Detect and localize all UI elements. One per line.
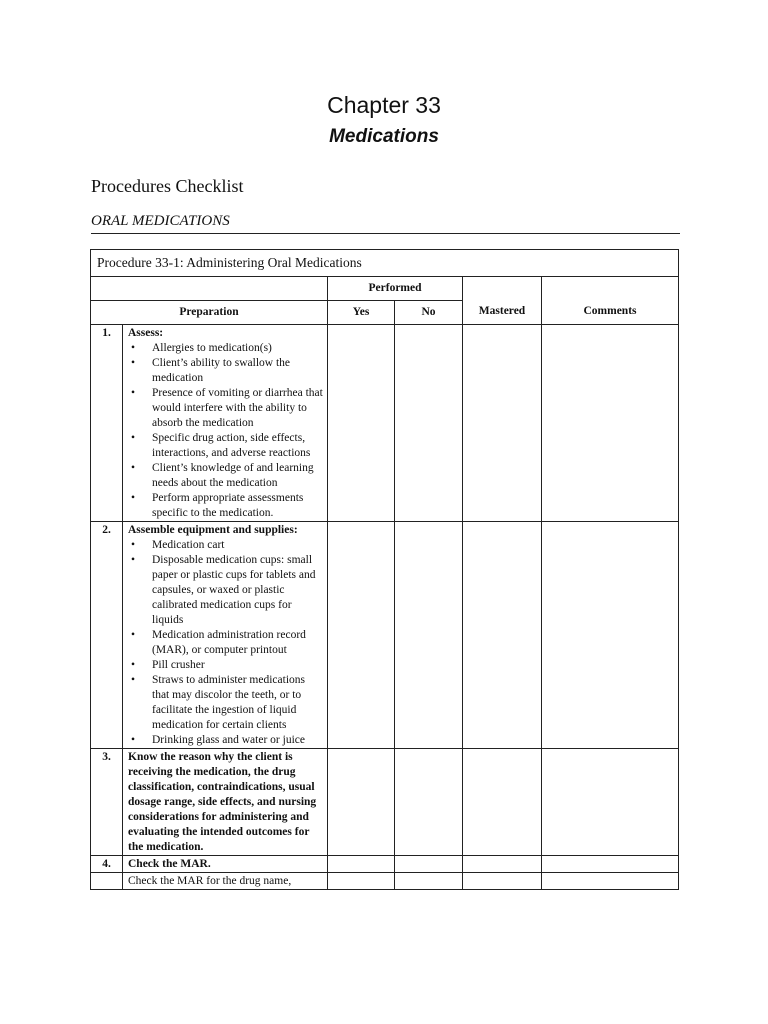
- list-item: • Client’s ability to swallow the medication: [128, 356, 323, 386]
- comments-cell[interactable]: [542, 856, 679, 873]
- yes-cell[interactable]: [328, 522, 395, 749]
- table-row: [91, 749, 679, 856]
- step-title: Assess:: [128, 327, 164, 339]
- step-content: [123, 522, 328, 749]
- no-cell[interactable]: [395, 325, 463, 522]
- list-item: • Medication cart: [128, 538, 323, 553]
- step-content: [123, 749, 328, 856]
- step-number: 3.: [91, 749, 123, 856]
- step-content: [123, 856, 328, 873]
- procedure-title-row: [91, 250, 679, 277]
- steps-body: [91, 325, 679, 890]
- step-number: [91, 873, 123, 890]
- no-cell[interactable]: [395, 873, 463, 890]
- step-content: Check the MAR for the drug name,: [123, 873, 328, 890]
- procedure-checklist-table: [90, 249, 679, 890]
- performed-header: Performed: [328, 277, 463, 301]
- step-number: 4.: [91, 856, 123, 873]
- comments-header: Comments: [542, 277, 679, 325]
- header-row-1: [91, 277, 679, 301]
- no-cell[interactable]: [395, 856, 463, 873]
- comments-cell[interactable]: [542, 522, 679, 749]
- no-cell[interactable]: [395, 749, 463, 856]
- list-item: • Straws to administer medications that may discolor the teeth, or to facilitate the ingestion of liquid medication for certain clients: [128, 673, 323, 733]
- list-item: • Drinking glass and water or juice: [128, 733, 323, 748]
- list-item: • Allergies to medication(s): [128, 341, 323, 356]
- step-number: 2.: [91, 522, 123, 749]
- yes-header: Yes: [328, 301, 395, 325]
- procedure-title: Procedure 33-1: Administering Oral Medications: [91, 250, 679, 277]
- step-bullet-list: [128, 341, 323, 521]
- table-row: [91, 856, 679, 873]
- mastered-cell[interactable]: [463, 749, 542, 856]
- preparation-header: Preparation: [91, 301, 328, 325]
- table-row: [91, 325, 679, 522]
- yes-cell[interactable]: [328, 749, 395, 856]
- step-title: Know the reason why the client is receiving the medication, the drug classification, contraindications, usual dosage range, side effects, and nursing considerations for administering and evaluating the intended outcomes for the medication.: [128, 751, 317, 853]
- list-item: • Specific drug action, side effects, interactions, and adverse reactions: [128, 431, 323, 461]
- list-item: • Disposable medication cups: small paper or plastic cups for tablets and capsules, or waxed or plastic calibrated medication cups for liquids: [128, 553, 323, 628]
- mastered-cell[interactable]: [463, 873, 542, 890]
- mastered-cell[interactable]: [463, 522, 542, 749]
- mastered-cell[interactable]: [463, 325, 542, 522]
- subsection-heading: ORAL MEDICATIONS: [91, 213, 230, 229]
- comments-cell[interactable]: [542, 873, 679, 890]
- list-item: • Medication administration record (MAR), or computer printout: [128, 628, 323, 658]
- step-bullet-list: [128, 538, 323, 748]
- table-row: [91, 522, 679, 749]
- yes-cell[interactable]: [328, 856, 395, 873]
- chapter-title: Chapter 33: [327, 92, 441, 118]
- list-item: • Client’s knowledge of and learning needs about the medication: [128, 461, 323, 491]
- step-content: [123, 325, 328, 522]
- step-title: Check the MAR.: [128, 858, 211, 870]
- list-item: • Perform appropriate assessments specific to the medication.: [128, 491, 323, 521]
- no-header: No: [395, 301, 463, 325]
- step-title: Assemble equipment and supplies:: [128, 524, 298, 536]
- step-number: 1.: [91, 325, 123, 522]
- chapter-subtitle: Medications: [329, 126, 439, 147]
- comments-cell[interactable]: [542, 749, 679, 856]
- list-item: • Pill crusher: [128, 658, 323, 673]
- mastered-header: Mastered: [463, 277, 542, 325]
- heading-rule: [91, 233, 680, 234]
- section-heading: Procedures Checklist: [91, 176, 244, 196]
- yes-cell[interactable]: [328, 325, 395, 522]
- yes-cell[interactable]: [328, 873, 395, 890]
- comments-cell[interactable]: [542, 325, 679, 522]
- mastered-cell[interactable]: [463, 856, 542, 873]
- header-blank: [91, 277, 328, 301]
- table-row: [91, 873, 679, 890]
- list-item: • Presence of vomiting or diarrhea that would interfere with the ability to absorb the medication: [128, 386, 323, 431]
- no-cell[interactable]: [395, 522, 463, 749]
